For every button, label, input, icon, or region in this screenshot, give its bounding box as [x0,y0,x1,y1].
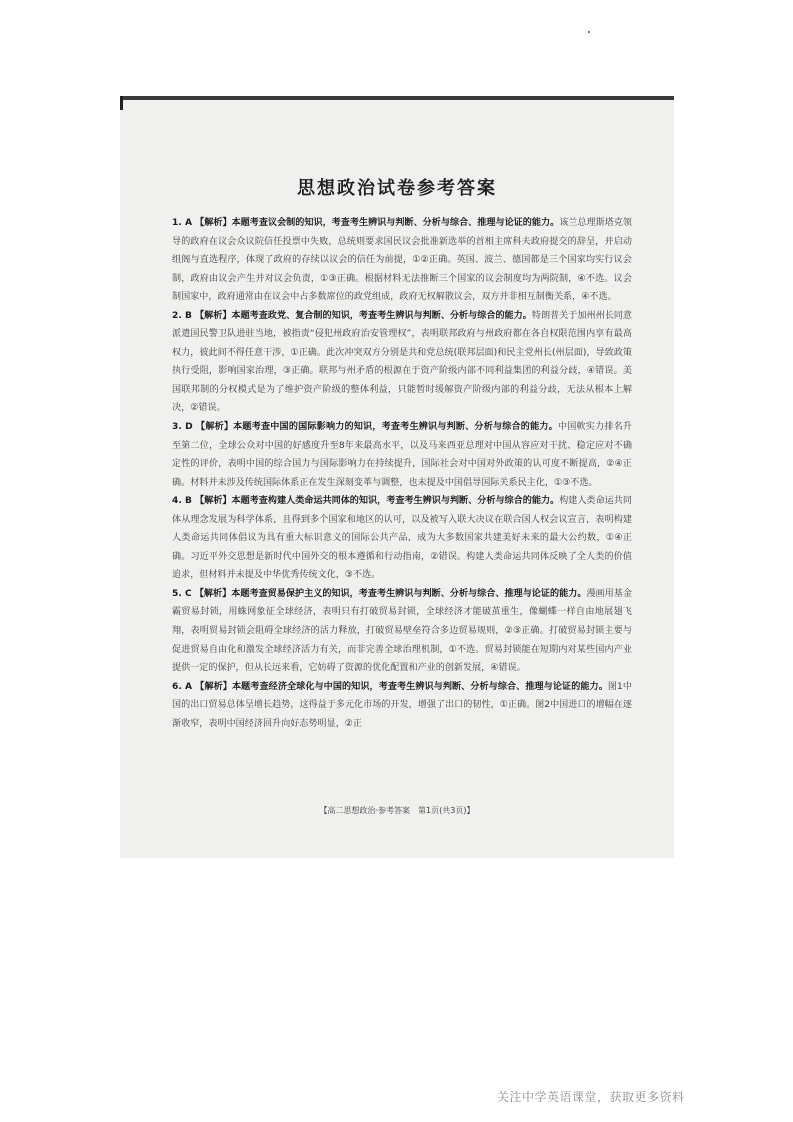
answer-6-body: 图1中国的出口贸易总体呈增长趋势，这得益于多元化市场的开发，增强了出口的韧性，①正确。图2中国进口的增幅在逐渐收窄，表明中国经济回升向好态势明显，②正 [172,681,632,729]
answer-5-body: 漫画用基金霸贸易封锁，用蛛网象征全球经济，表明只有打破贸易封锁，全球经济才能破茧重生，像蝴蝶一样自由地展翅飞翔，表明贸易封锁会阻碍全球经济的活力释放，打破贸易壁垒符合多边贸易规则，②③正确。打破贸易封锁主要与促进贸易自由化和激发全球经济活力有关，而非完善全球治理机制，①不选。贸易封锁能在短期内对某些国内产业提供一定的保护，但从长远来看，它妨碍了资源的优化配置和产业的创新发展，④错误。 [172,588,632,674]
answer-2-body: 特朗普关于加州州长同意派遣国民警卫队进驻当地，被指责“侵犯州政府治安管理权”，表明联邦政府与州政府都在各自权限范围内享有最高权力，彼此间不得任意干涉，①正确。此次冲突双方分别是共和党总统(联邦层面)和民主党州长(州层面)，导致政策执行受阻，影响国家治理，③正确。联邦与州矛盾的根源在于资产阶级内部不同利益集团的利益分歧，④错误。美国联邦制的分权模式是为了维护资产阶级的整体利益，只能暂时缓解资产阶级内部的利益分歧，无法从根本上解决，②错误。 [172,310,632,414]
answer-4-body: 构建人类命运共同体从理念发展为科学体系，且得到多个国家和地区的认可，以及被写入联大决议在联合国人权会议宣言，表明构建人类命运共同体倡议为具有重大标识意义的国际公共产品，成为大多数国家共建美好未来的最大公约数，①④正确。习近平外交思想是新时代中国外交的根本遵循和行动指南，②错误。构建人类命运共同体反映了全人类的价值追求，但材料并未提及中华优秀传统文化，③不选。 [172,496,632,581]
answer-6-head: 6. A 【解析】本题考查经济全球化与中国的知识，考查考生辨识与判断、分析与综合、推理与论证的能力。 [172,681,608,692]
watermark-text: 关注中学英语课堂，获取更多资料 [497,1090,685,1104]
document-title: 思想政治试卷参考答案 [297,178,497,199]
answer-3-head: 3. D 【解析】本题考查中国的国际影响力的知识，考查考生辨识与判断、分析与综合的能力。 [172,422,558,433]
scan-corner-mark [120,96,123,110]
scan-top-edge [120,96,674,100]
answer-item-4 [172,492,632,585]
answer-list [172,214,632,733]
answer-1-head: 1. A 【解析】本题考查议会制的知识，考查考生辨识与判断、分析与综合、推理与论证的能力。 [172,218,560,228]
answer-item-3 [172,418,632,492]
answer-1-body: 该兰总理斯塔克领导的政府在议会众议院信任投票中失败，总统则要求国民议会批准新选举的首相主席科夫政府提交的辞呈，并启动组阁与直选程序，体现了政府的存续以议会的信任为前提，①②正确。英国、波兰、德国都是三个国家均实行议会制，政府由议会产生并对议会负责，①③正确。根据材料无法推断三个国家的议会制度均为两院制，④不选。议会制国家中，政府通常由在议会中占多数席位的政党组成，政府无权解散议会，双方并非相互制衡关系，④不选。 [172,218,632,303]
answer-4-head: 4. B 【解析】本题考查构建人类命运共同体的知识，考查考生辨识与判断、分析与综合的能力。 [172,496,560,507]
answer-item-6 [172,678,632,734]
scanned-page [120,96,674,858]
answer-item-2 [172,307,632,418]
answer-item-5 [172,585,632,678]
page-footer: 【高二思想政治·参考答案 第1页(共3页)】 [319,806,475,815]
scan-speck [588,31,590,33]
answer-5-head: 5. C 【解析】本题考查贸易保护主义的知识，考查考生辨识与判断、分析与综合、推理与论证的能力。 [172,588,587,599]
answer-item-1 [172,214,632,307]
answer-2-head: 2. B 【解析】本题考查政党、复合制的知识，考查考生辨识与判断、分析与综合的能力。 [172,310,532,321]
answer-3-body: 中国軟实力排名升至第二位，全球公众对中国的好感度升至8年来最高水平，以及马来西亚总理对中国从容应对干扰、稳定应对不确定性的评价，表明中国的综合国力与国际影响力在持续提升，国际社会对中国对外政策的认可度不断提高，②④正确。材料并未涉及传统国际体系正在发生深刻变革与调整，也未提及中国倡导国际关系民主化，①③不选。 [172,422,632,488]
